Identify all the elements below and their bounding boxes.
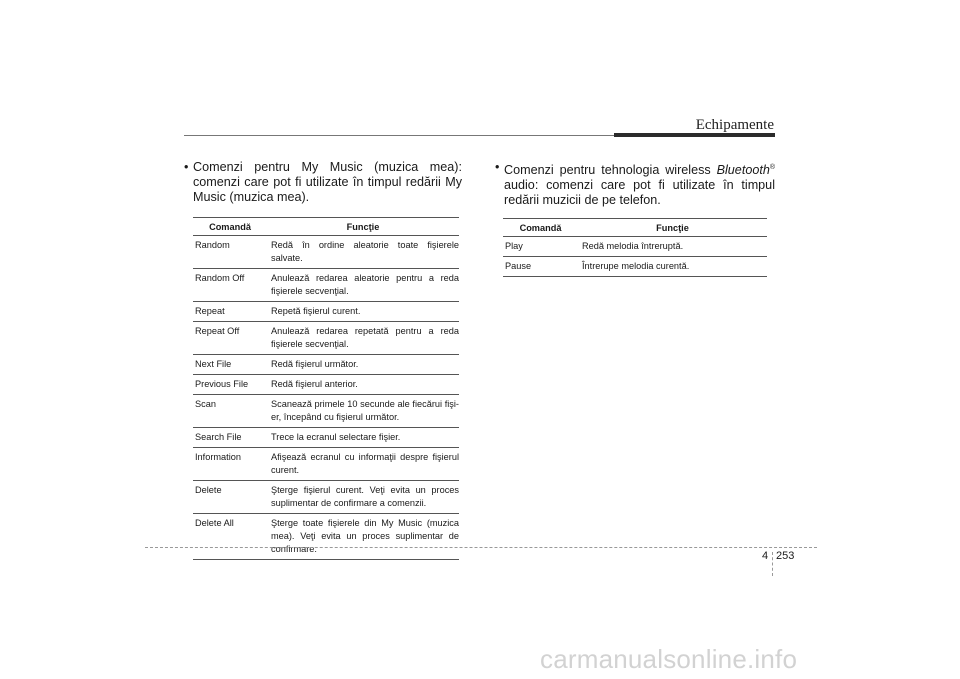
command-cell: Scan — [193, 395, 267, 428]
chapter-number: 4 — [762, 550, 769, 562]
function-cell: Anulează redarea repetată pentru a reda fişierele secvenţial. — [267, 322, 459, 355]
table-row — [193, 481, 459, 514]
bullet-icon: • — [184, 160, 189, 174]
table-row — [193, 302, 459, 322]
column-header-function: Funcţie — [578, 219, 767, 237]
command-cell: Random — [193, 236, 267, 269]
function-cell: Redă în ordine aleatorie toate fişierele salvate. — [267, 236, 459, 269]
function-cell: Scanează primele 10 secunde ale fiecărui fişi-er, începând cu fişierul următor. — [267, 395, 459, 428]
command-cell: Information — [193, 448, 267, 481]
command-cell: Previous File — [193, 375, 267, 395]
column-header-function: Funcţie — [267, 218, 459, 236]
bluetooth-bullet — [495, 160, 775, 208]
command-cell: Repeat Off — [193, 322, 267, 355]
function-cell: Redă fişierul următor. — [267, 355, 459, 375]
table-row — [193, 236, 459, 269]
command-cell: Play — [503, 237, 578, 257]
function-cell: Şterge toate fişierele din My Music (muzica mea). Veţi evita un proces suplimentar de confirmare. — [267, 514, 459, 560]
table-row — [503, 237, 767, 257]
footer-rule — [145, 547, 817, 548]
command-cell: Next File — [193, 355, 267, 375]
table-row — [193, 269, 459, 302]
watermark: carmanualsonline.info — [540, 644, 798, 674]
command-cell: Pause — [503, 257, 578, 277]
bluetooth-bullet-suffix: audio: comenzi care pot fi utilizate în timpul redării muzicii de pe telefon. — [504, 178, 775, 208]
function-cell: Redă melodia întreruptă. — [578, 237, 767, 257]
column-header-command: Comandă — [503, 219, 578, 237]
function-cell: Repetă fişierul curent. — [267, 302, 459, 322]
table-row — [193, 514, 459, 560]
footer-divider — [772, 552, 773, 576]
registered-mark: ® — [769, 164, 775, 171]
table-row — [503, 257, 767, 277]
function-cell: Trece la ecranul selectare fişier. — [267, 428, 459, 448]
header-rule-accent — [614, 133, 775, 137]
my-music-bullet — [184, 160, 462, 205]
function-cell: Anulează redarea aleatorie pentru a reda fişierele secvenţial. — [267, 269, 459, 302]
bluetooth-commands-table — [503, 218, 767, 277]
my-music-bullet-text: Comenzi pentru My Music (muzica mea): comenzi care pot fi utilizate în timpul redării My Music (muzica mea). — [193, 160, 462, 204]
function-cell: Afişează ecranul cu informaţii despre fişierul curent. — [267, 448, 459, 481]
table-row — [193, 448, 459, 481]
my-music-commands-table — [193, 217, 459, 560]
table-row — [193, 322, 459, 355]
header-rule — [184, 135, 614, 136]
table-row — [193, 375, 459, 395]
bluetooth-bullet-prefix: Comenzi pentru tehnologia wireless — [504, 163, 717, 178]
bluetooth-brand: Bluetooth — [716, 163, 770, 178]
table-row — [193, 355, 459, 375]
command-cell: Search File — [193, 428, 267, 448]
command-cell: Random Off — [193, 269, 267, 302]
function-cell: Şterge fişierul curent. Veţi evita un proces suplimentar de confirmare a comenzii. — [267, 481, 459, 514]
command-cell: Repeat — [193, 302, 267, 322]
command-cell: Delete All — [193, 514, 267, 560]
table-row — [193, 428, 459, 448]
table-row — [193, 395, 459, 428]
page-number: 253 — [776, 550, 795, 562]
command-cell: Delete — [193, 481, 267, 514]
function-cell: Redă fişierul anterior. — [267, 375, 459, 395]
section-title: Echipamente — [695, 117, 774, 133]
bullet-icon: • — [495, 160, 500, 174]
column-header-command: Comandă — [193, 218, 267, 236]
function-cell: Întrerupe melodia curentă. — [578, 257, 767, 277]
